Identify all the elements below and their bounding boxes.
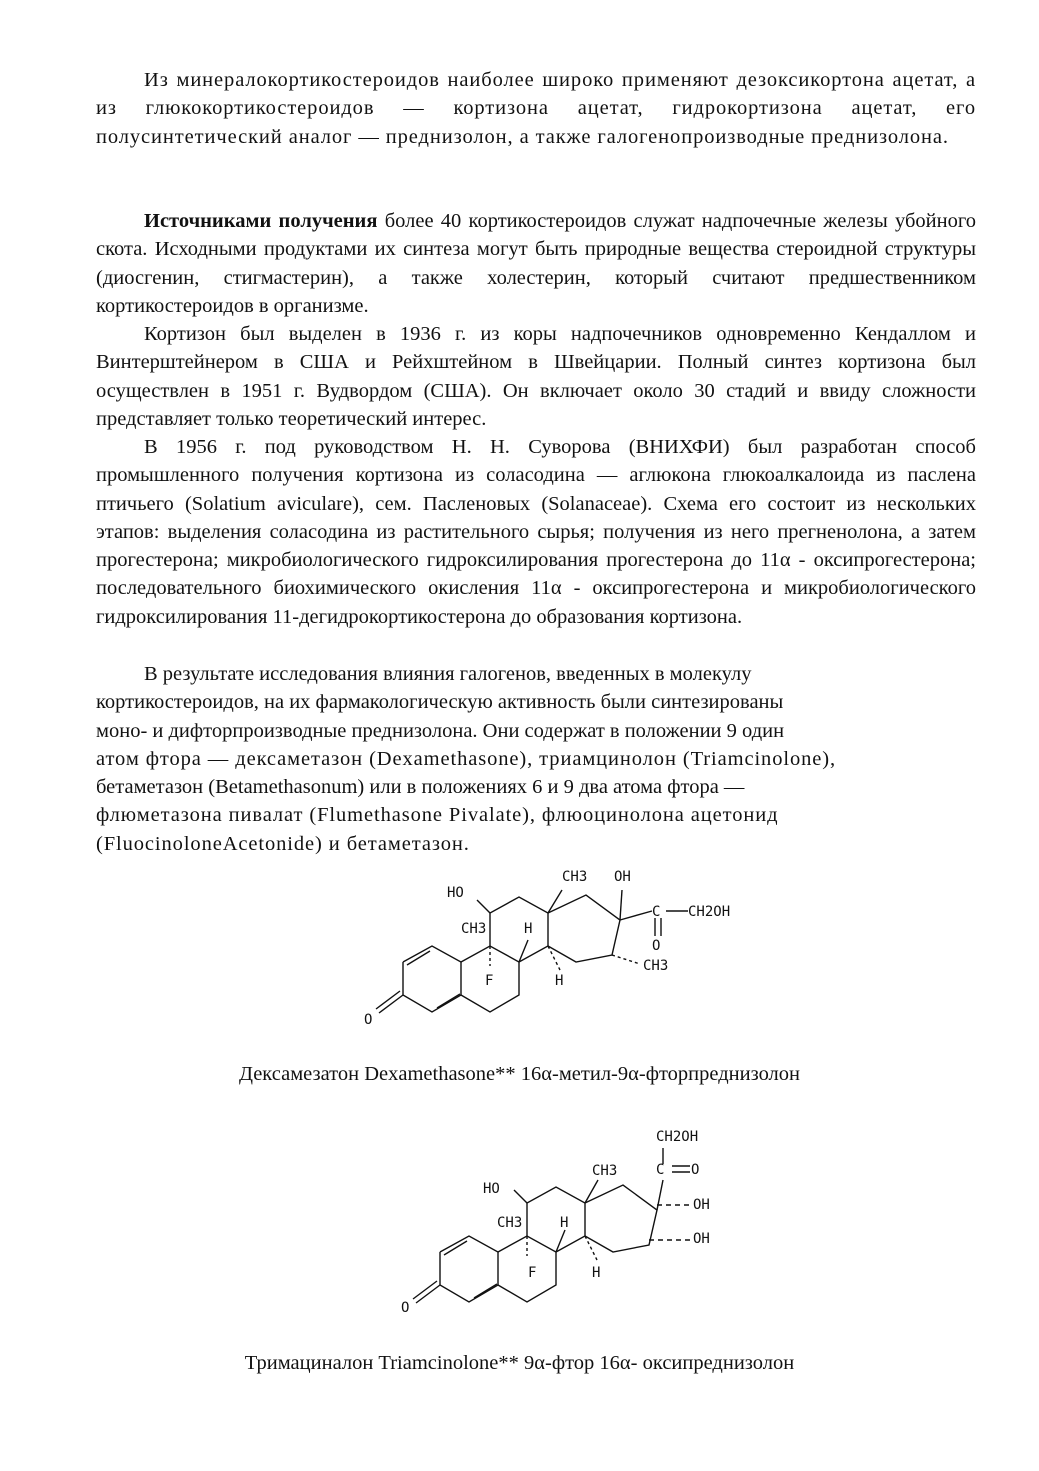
paragraph-5-line: бетаметазон (Betamethasonum) или в положениях 6 и 9 два атома фтора — xyxy=(96,776,745,799)
label-c: C xyxy=(656,1162,665,1178)
label-ch2oh: CH2OH xyxy=(688,904,731,920)
structure-2-caption: Тримациналон Triamcinolone** 9α-фтор 16α- оксипреднизолон xyxy=(244,1352,795,1374)
label-ch3: CH3 xyxy=(643,958,669,974)
paragraph-3: Кортизон был выделен в 1936 г. из коры надпочечников одновременно Кендаллом и Винтерштейнером в США и Рейхштейном в Швейцарии. Полный синтез кортизона был осуществлен в 1951 г. Вудвордом (США). Он включает около 30 стадий и ввиду сложности представляет только теоретический интерес. xyxy=(96,323,976,430)
label-o: O xyxy=(364,1012,373,1028)
label-c: C xyxy=(652,904,661,920)
label-ho: HO xyxy=(483,1181,500,1197)
paragraph-5-line: В результате исследования влияния галогенов, введенных в молекулу xyxy=(144,663,752,685)
paragraph-4: В 1956 г. под руководством Н. Н. Суворова (ВНИХФИ) был разработан способ промышленного получения кортизона из соласодина — аглюкона глюкоалкалоида из паслена птичьего (Solatium aviculare), сем. Пасленовых (Solanaceae). Схема его состоит из нескольких этапов: выделения соласодина из растительного сырья; получения из него прегненолона, а затем прогестерона; микробиологического гидроксилирования прогестерона до 11α - оксипрогестерона; последовательного биохимического окисления 11α - оксипрогестерона и микробиологического гидроксилирования 11-дегидрокортикостерона до образования кортизона. xyxy=(96,436,976,628)
label-ch3: CH3 xyxy=(497,1215,523,1231)
label-ch3: CH3 xyxy=(562,869,588,885)
label-oh: OH xyxy=(693,1231,710,1247)
label-h: H xyxy=(524,921,533,937)
paragraph-5-line: (FluocinoloneAcetonide) и бетаметазон. xyxy=(96,832,470,855)
paragraph-5-line: флюметазона пивалат (Flumethasone Pivalate), флюоцинолона ацетонид xyxy=(96,804,779,827)
paragraph-5-line: кортикостероидов, на их фармакологическую активность были синтезированы xyxy=(96,691,784,714)
label-o: O xyxy=(691,1162,700,1178)
label-f: F xyxy=(485,973,494,989)
label-h: H xyxy=(560,1215,569,1231)
label-ho: HO xyxy=(447,885,464,901)
label-h: H xyxy=(592,1265,601,1281)
label-ch2oh: CH2OH xyxy=(656,1129,699,1145)
paragraph-5-line: моно- и дифторпроизводные преднизолона. Они содержат в положении 9 один xyxy=(96,719,785,742)
paragraph-2-bold: Источниками получения xyxy=(144,210,378,232)
label-ch3: CH3 xyxy=(592,1163,618,1179)
structure-1-caption: Дексамезатон Dexamethasone** 16α-метил-9α-фторпреднизолон xyxy=(238,1063,801,1085)
label-o: O xyxy=(401,1300,410,1316)
label-h: H xyxy=(555,973,564,989)
paragraph-1-text: Из минералокортикостероидов наиболее широко применяют дезоксикортона ацетат, а из глюкокортикостероидов — кортизона ацетат, гидрокортизона ацетат, его полусинтетический аналог — преднизолон, а также галогенопроизводные преднизолона. xyxy=(96,69,976,148)
label-o: O xyxy=(652,938,661,954)
paragraph-2-text: более 40 кортикостероидов служат надпочечные железы убойного скота. Исходными продуктами их синтеза могут быть природные вещества стероидной структуры (диосгенин, стигмастерин), а также холестерин, который считают предшественником кортикостероидов в организме. xyxy=(96,210,976,317)
paragraph-5-line: атом фтора — дексаметазон (Dexamethasone), триамцинолон (Triamcinolone), xyxy=(96,747,836,770)
label-ch3: CH3 xyxy=(461,921,487,937)
label-oh: OH xyxy=(614,869,631,885)
label-f: F xyxy=(528,1265,537,1281)
label-oh: OH xyxy=(693,1197,710,1213)
